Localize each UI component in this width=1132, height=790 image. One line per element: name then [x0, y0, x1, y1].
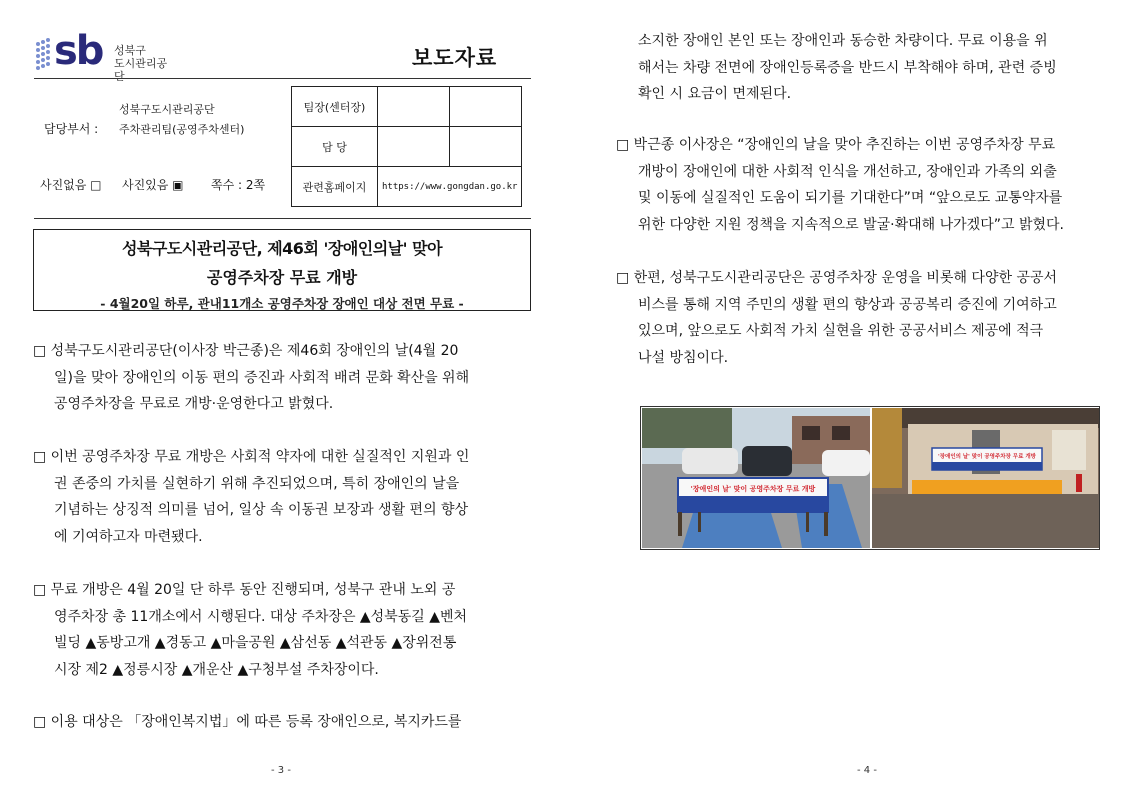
banner-text-1: '장애인의 날' 맞이 공영주차장 무료 개방 [690, 485, 816, 493]
photo-has-check: 사진있음 ▣ [122, 178, 184, 192]
paragraph [638, 28, 1124, 108]
headline-title-1: 성북구도시관리공단, 제46회 '장애인의날' 맞아 [121, 239, 443, 258]
contact-cell [378, 87, 450, 127]
contact-cell [450, 87, 522, 127]
paragraph-line: 확인 시 요금이 면제된다. [638, 86, 792, 102]
paragraph-line: 공영주차장을 무료로 개방·운영한다고 밝혔다. [54, 396, 334, 412]
headline-box [33, 229, 531, 311]
logo-line-1: 성북구 [114, 44, 146, 57]
paragraph-line: □ 박근종 이사장은 “장애인의 날을 맞아 추진하는 이번 공영주차장 무료 [616, 137, 1056, 153]
paragraph-text [33, 444, 533, 550]
paragraph-text [33, 338, 533, 418]
contact-label-staff: 담 당 [292, 127, 378, 167]
paragraph [616, 265, 1126, 371]
logo-line-2: 도시관리공단 [114, 57, 168, 83]
department-team: 주차관리팀(공영주차센터) [119, 123, 245, 136]
paragraph [33, 577, 533, 683]
paragraph-line: 일)을 맞아 장애인의 이동 편의 증진과 사회적 배려 문화 확산을 위해 [54, 369, 470, 386]
paragraph-line: 에 기여하고자 마련됐다. [54, 528, 203, 545]
headline-subtitle: - 4월20일 하루, 관내11개소 공영주차장 장애인 대상 전면 무료 - [100, 296, 464, 311]
section-divider [34, 218, 531, 219]
contact-cell [450, 127, 522, 167]
photo-outdoor-parking [642, 408, 870, 548]
paragraph-line: 있으며, 앞으로도 사회적 가치 실현을 위한 공공서비스 제공에 적극 [638, 323, 1044, 339]
page-4 [566, 0, 1132, 790]
paragraph [616, 132, 1126, 238]
header-divider [34, 78, 531, 79]
paragraph-line: 영주차장 총 11개소에서 시행된다. 대상 주차장은 ▲성북동길 ▲벤처 [54, 608, 468, 625]
paragraph-line: 개방이 장애인에 대한 사회적 인식을 개선하고, 장애인과 가족의 외출 [638, 163, 1057, 180]
paragraph-line: 및 이동에 실질적인 도움이 되기를 기대한다”며 “앞으로도 교통약자를 [638, 190, 1063, 206]
paragraph [33, 338, 533, 418]
paragraph [33, 444, 533, 550]
paragraph-text [33, 709, 533, 736]
contact-cell [378, 127, 450, 167]
headline-title-2: 공영주차장 무료 개방 [206, 268, 358, 287]
paragraph-line: □ 무료 개방은 4월 20일 단 하루 동안 진행되며, 성북구 관내 노외 공 [33, 582, 456, 598]
paragraph [33, 709, 533, 736]
release-title: 보도자료 [412, 46, 498, 70]
table-row [292, 167, 522, 207]
homepage-link[interactable]: https://www.gongdan.go.kr [378, 167, 522, 207]
photo-indoor-parking [872, 408, 1099, 548]
paragraph-line: 비스를 통해 지역 주민의 생활 편의 향상과 공공복리 증진에 기여하고 [638, 296, 1057, 313]
paragraph-line: 빌딩 ▲동방고개 ▲경동고 ▲마을공원 ▲삼선동 ▲석관동 ▲장위전통 [54, 635, 457, 651]
paragraph-line: 위한 다양한 지원 정책을 지속적으로 발굴·확대해 나가겠다”고 밝혔다. [638, 216, 1064, 233]
contact-label-leader: 팀장(센터장) [292, 87, 378, 127]
department-label: 담당부서 : [44, 122, 99, 136]
paragraph-line: 소지한 장애인 본인 또는 장애인과 동승한 차량이다. 무료 이용을 위 [638, 33, 1048, 49]
table-row [292, 87, 522, 127]
banner-text-2: '장애인의 날' 맞이 공영주차장 무료 개방 [938, 454, 1036, 460]
agency-logo [34, 28, 174, 83]
paragraph-line: □ 성북구도시관리공단(이사장 박근종)은 제46회 장애인의 날(4월 20 [33, 343, 459, 359]
contact-label-homepage: 관련홈페이지 [292, 167, 378, 207]
photo-frame [640, 406, 1100, 550]
paragraph-text [616, 265, 1126, 371]
page-number: - 3 - [271, 765, 291, 776]
paragraph-line: □ 한편, 성북구도시관리공단은 공영주차장 운영을 비롯해 다양한 공공서 [616, 270, 1058, 286]
paragraph-line: 권 존중의 가치를 실현하기 위해 추진되었으며, 특히 장애인의 날을 [54, 475, 460, 492]
page-number: - 4 - [857, 765, 877, 776]
paragraph-text [33, 577, 533, 683]
department-name: 성북구도시관리공단 [119, 103, 215, 116]
paragraph-text [616, 132, 1126, 238]
paragraph-line: 나설 방침이다. [638, 349, 729, 366]
photo-none-check: 사진없음 □ [40, 178, 102, 192]
paragraph-text [638, 28, 1124, 108]
paragraph-line: 시장 제2 ▲정릉시장 ▲개운산 ▲구청부설 주차장이다. [54, 661, 379, 678]
paragraph-line: 해서는 차량 전면에 장애인등록증을 반드시 부착해야 하며, 관련 증빙 [638, 59, 1057, 76]
paragraph-line: □ 이용 대상은 「장애인복지법」에 따른 등록 장애인으로, 복지카드를 [33, 714, 462, 730]
contact-table [291, 86, 522, 207]
paragraph-line: □ 이번 공영주차장 무료 개방은 사회적 약자에 대한 실질적인 지원과 인 [33, 449, 470, 465]
logo-mark: sb [54, 28, 103, 74]
page-count: 쪽수 : 2쪽 [211, 178, 266, 192]
paragraph-line: 기념하는 상징적 의미를 넘어, 일상 속 이동권 보장과 생활 편의 향상 [54, 502, 469, 518]
table-row [292, 127, 522, 167]
